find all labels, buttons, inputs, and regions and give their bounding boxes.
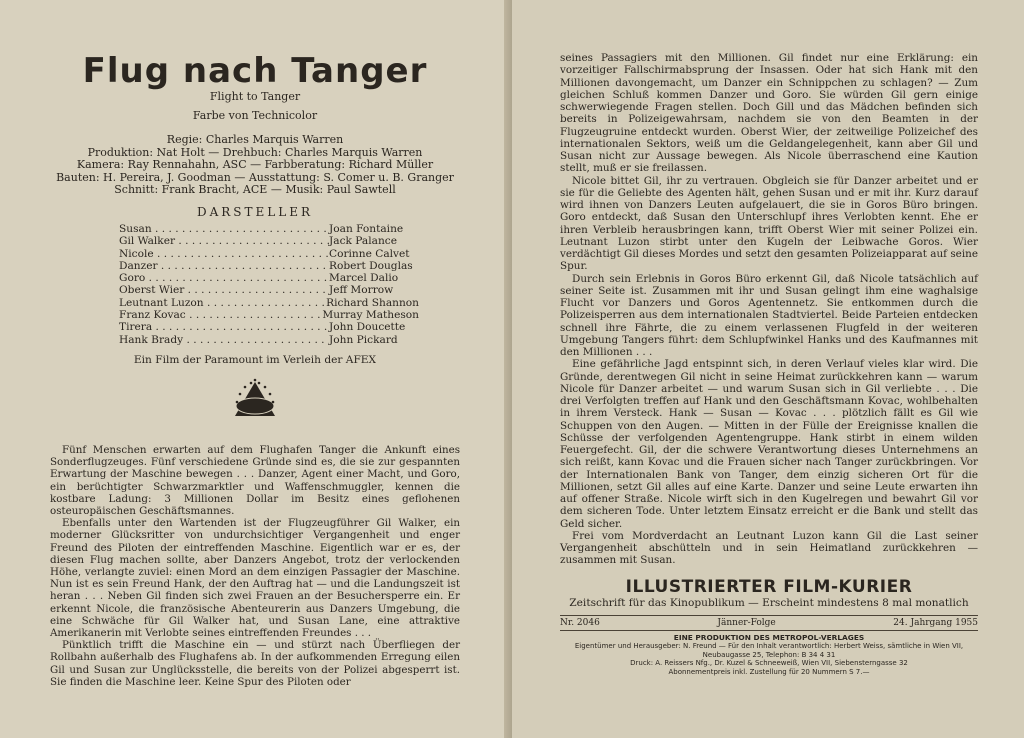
cast-role: Leutnant Luzon . . .	[119, 297, 326, 309]
cast-actor: Richard Shannon	[326, 296, 419, 309]
synopsis-part-2	[560, 52, 978, 567]
english-title: Flight to Tanger	[209, 90, 301, 103]
paragraph: Fünf Menschen erwarten auf dem Flughafen Tanger die Ankunft eines Sonderflugzeuges. Fünf verschiedene Gründe sind es, die sie zur gespannten Erwartung der Maschine bewegen . . . Danzer, Agent einer Macht, und Goro, ein berüchtigter Schwarzmarktler und Waffenschmuggler, kennen die kostbare Ladung: 3 Millionen Dollar im Besitz eines geflohenen osteuropäischen Geschäftsmannes.	[50, 443, 460, 517]
credit-line: Produktion: Nat Holt — Drehbuch: Charles Marquis Warren	[87, 145, 423, 159]
cast-row	[119, 248, 419, 260]
paragraph: Pünktlich trifft die Maschine ein — und stürzt nach Überfliegen der Rollbahn außerhalb des Flughafens ab. In der aufkommenden Erregung eilen Gil und Susan zur Unglücksstelle, die bereits von der Polizei abgesperrt ist. Sie finden die Maschine leer. Keine Spur des Piloten oder	[50, 639, 460, 688]
paragraph: Nicole bittet Gil, ihr zu vertrauen. Obgleich sie für Danzer arbeitet und er sie für die Geliebte des Agenten hält, gehen Susan und er mit ihr. Kurz darauf wird ihnen von Danzers Leuten aufgelauert, die sie in Goros Büro bringen. Goro entdeckt, daß Susan den Unterschlupf ihres Verlobten kennt. Ehe er ihren Verbleib herausbringen kann, trifft Oberst Wier mit seiner Polizei ein. Leutnant Luzon stirbt unter den Kugeln der Leibwache Goros. Wier verdächtigt Gil dieses Mordes und setzt den gesamten Polizeiapparat auf seine Spur.	[560, 174, 978, 273]
imprint-line: Druck: A. Reissers Nfg., Dr. Kuzel & Schneeweiß, Wien VII, Siebensterngasse 32	[630, 659, 908, 668]
cast-role: Nicole . . .	[119, 248, 329, 260]
cast-row	[119, 260, 419, 272]
credit-line: Regie: Charles Marquis Warren	[166, 133, 344, 146]
issue-number: Nr. 2046	[560, 617, 600, 628]
cast-row	[119, 284, 419, 296]
paragraph: seines Passagiers mit den Millionen. Gil findet nur eine Erklärung: ein vorzeitiger Fallschirmabsprung der Insassen. Oder hat sich Hank mit den Millionen davongemacht, um Danzer ein Schnippchen zu schlagen? — Zum gleichen Schluß kommen Danzer und Goro. Sie würden Gil gern einige schwerwiegende Fragen stellen. Doch Gill und das Mädchen befinden sich bereits in Polizeigewahrsam, nachdem sie von den Beamten in der Flugzeugruine entdeckt wurden. Oberst Wier, der zeitweilige Polizeichef des internationalen Sektors, weiß um die Geldangelegenheit, kann aber Gil und Susan nicht zur Aussage bewegen. Als Nicole überraschend eine Kaution stellt, muß er sie freilassen.	[560, 52, 978, 175]
cast-row	[119, 334, 419, 346]
cast-actor: Corinne Calvet	[329, 247, 410, 260]
film-title: Flug nach Tanger	[82, 51, 428, 91]
synopsis-part-1	[50, 444, 460, 688]
cast-role: Danzer . . .	[119, 260, 329, 272]
cast-row	[119, 309, 419, 321]
issue-sequence: Jänner-Folge	[717, 617, 776, 628]
paragraph: Ebenfalls unter den Wartenden ist der Flugzeugführer Gil Walker, ein moderner Glücksritter von undurchsichtiger Vergangenheit und enger Freund des Piloten der eintreffenden Maschine. Eigentlich war er es, der diesen Flug machen sollte, aber Danzers Angebot, trotz der verlockenden Höhe, verlangte zuviel: einen Mord an dem einzigen Passagier der Maschine. Nun ist es sein Freund Hank, der den Auftrag hat — und die Landungszeit ist heran . . . Neben Gil finden sich zwei Frauen an der Besuchersperre ein. Er erkennt Nicole, die französische Abenteurerin aus Danzers Umgebung, die eine Schwäche für Gil Walker hat, und Susan Lane, eine attraktive Amerikanerin mit Verlobte seines eintreffenden Freundes . . .	[50, 517, 460, 639]
paramount-logo	[231, 376, 279, 424]
cast-actor: John Doucette	[329, 321, 406, 334]
credit-line: Kamera: Ray Rennahahn, ASC — Farbberatung: Richard Müller	[76, 158, 434, 172]
credits-block	[50, 134, 460, 197]
right-page	[512, 0, 1024, 738]
cast-actor: Murray Matheson	[322, 309, 419, 322]
cast-role: Franz Kovac . . .	[119, 309, 322, 321]
imprint-heading: EINE PRODUKTION DES METROPOL-VERLAGES	[673, 632, 865, 642]
cast-role: Goro . . .	[119, 272, 329, 284]
cast-actor: Jeff Morrow	[329, 284, 394, 297]
cast-row	[119, 223, 419, 235]
issue-year: 24. Jahrgang 1955	[893, 617, 978, 628]
cast-actor: Joan Fontaine	[329, 222, 404, 235]
cast-list	[119, 223, 419, 346]
cast-row	[119, 235, 419, 247]
imprint-line: Abonnementpreis inkl. Zustellung für 20 Nummern S 7.—	[668, 667, 870, 676]
cast-row	[119, 321, 419, 333]
cast-role: Tirera . . .	[119, 321, 329, 333]
imprint-line: Eigentümer und Herausgeber: N. Freund — Für den Inhalt verantwortlich: Herbert Weiss, sämtliche in Wien VII, Neubaugasse 25, Telephon: B 34 4 31	[574, 642, 964, 659]
color-note: Farbe von Technicolor	[192, 109, 318, 122]
cast-role: Hank Brady . . .	[119, 334, 329, 346]
cast-row	[119, 272, 419, 284]
magazine-tagline: Zeitschrift für das Kinopublikum — Erscheint mindestens 8 mal monatlich	[569, 596, 969, 609]
cast-heading: DARSTELLER	[196, 204, 314, 219]
magazine-masthead: ILLUSTRIERTER FILM-KURIER	[625, 576, 913, 597]
cast-role: Gil Walker . . .	[119, 235, 329, 247]
cast-actor: Marcel Dalio	[329, 272, 399, 285]
paragraph: Durch sein Erlebnis in Goros Büro erkennt Gil, daß Nicole tatsächlich auf seiner Seite ist. Zusammen mit ihr und Susan gelingt ihm eine waghalsige Flucht vor Danzers und Goros Agentennetz. Sie entkommen durch die Polizeisperren aus dem internationalen Stadtviertel. Beide Parteien entdecken schnell ihre Fährte, die zu einem verlassenen Flugfeld in der weiteren Umgebung Tangers führt: dem Schlupfwinkel Hanks und des Kaufmannes mit den Millionen . . .	[560, 272, 978, 358]
cast-actor: John Pickard	[329, 333, 398, 346]
paragraph: Eine gefährliche Jagd entspinnt sich, in deren Verlauf vieles klar wird. Die Gründe, derentwegen Gil nicht in seine Heimat zurückkehren kann — warum Nicole für Danzer arbeitet — und warum Susan sich in Gil verliebte . . . Die drei Verfolgten treffen auf Hank und den Geschäftsmann Kovac, wohlbehalten in ihrem Versteck. Hank — Susan — Kovac . . . plötzlich fällt es Gil wie Schuppen von den Augen. — Mitten in der Fülle der Ereignisse knallen die Schüsse der verfolgenden Agentengruppe. Hank stirbt in einem wilden Feuergefecht. Gil, der die schwere Verantwortung dieses Unternehmens an sich reißt, kann Kovac und die Frauen sicher nach Tanger zurückbringen. Vor der Internationalen Bank von Tanger, dem einzig sicheren Ort für die Millionen, setzt Gil alles auf eine Karte. Danzer und seine Leute erwarten ihn auf offener Straße. Nicole wirft sich in den Kugelregen und bewahrt Gil vor dem sicheren Tode. Unter letztem Einsatz erreicht er die Bank und stellt das Geld sicher.	[560, 358, 978, 530]
cast-actor: Jack Palance	[329, 235, 397, 248]
paragraph: Frei vom Mordverdacht an Leutnant Luzon kann Gil die Last seiner Vergangenheit abschütteln und in sein Heimatland zurückkehren — zusammen mit Susan.	[560, 529, 978, 567]
cast-row	[119, 297, 419, 309]
issue-info	[560, 615, 978, 631]
distributor-line: Ein Film der Paramount im Verleih der AFEX	[133, 353, 377, 366]
imprint	[560, 634, 978, 677]
credit-line: Bauten: H. Pereira, J. Goodman — Ausstattung: S. Comer u. B. Granger	[56, 170, 454, 184]
cast-role: Susan . . .	[119, 223, 329, 235]
cast-actor: Robert Douglas	[329, 259, 413, 272]
cast-role: Oberst Wier . . .	[119, 284, 329, 296]
credit-line: Schnitt: Frank Bracht, ACE — Musik: Paul Sawtell	[114, 183, 396, 197]
